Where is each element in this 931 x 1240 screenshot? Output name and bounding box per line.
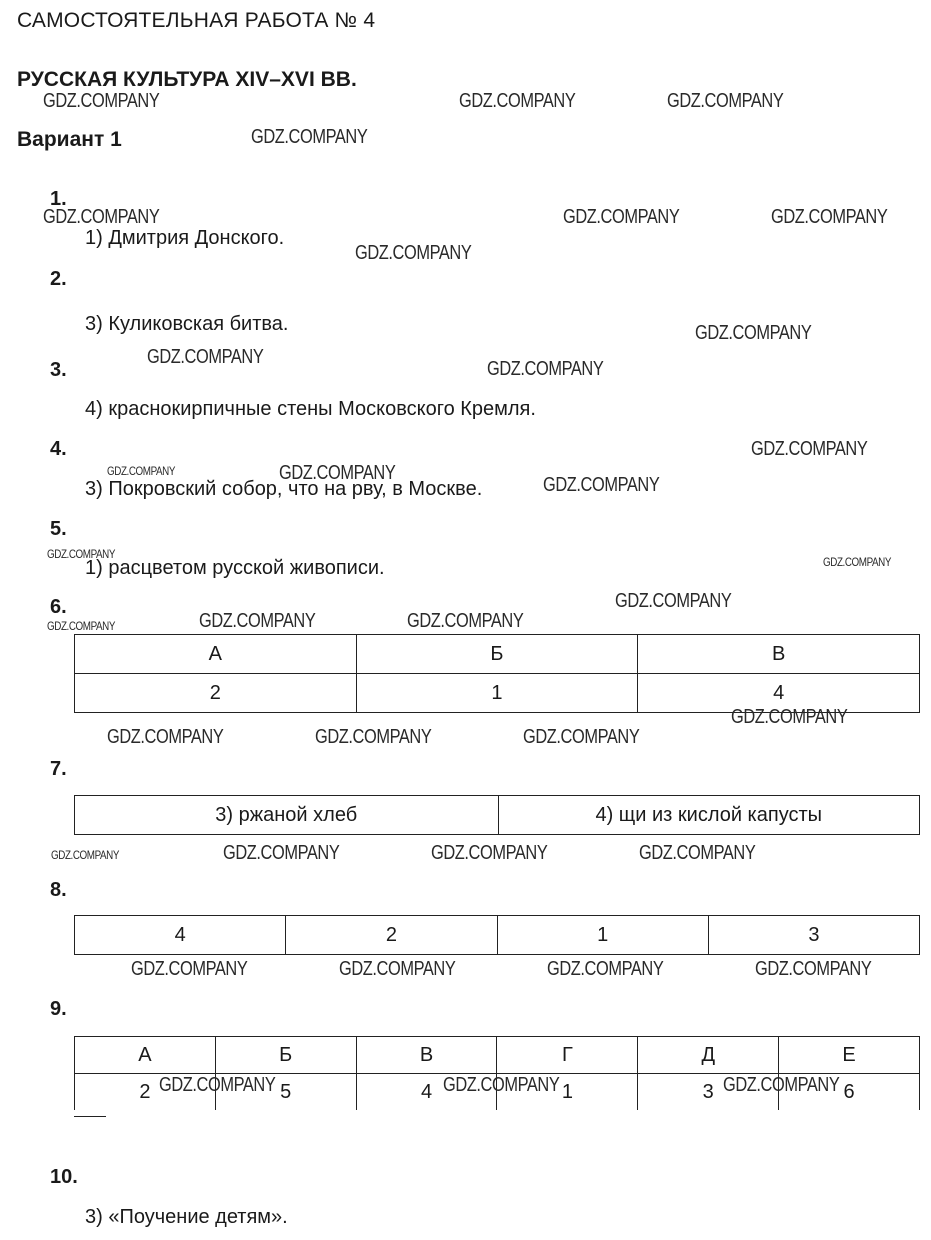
- watermark: GDZ.COMPANY: [107, 726, 224, 748]
- watermark: GDZ.COMPANY: [47, 619, 116, 633]
- watermark: GDZ.COMPANY: [459, 90, 576, 112]
- table-header-cell: Б: [356, 635, 638, 674]
- watermark: GDZ.COMPANY: [755, 958, 872, 980]
- watermark: GDZ.COMPANY: [199, 610, 316, 632]
- table-header-cell: Б: [215, 1037, 356, 1074]
- answer-text: 3) «Поучение детям».: [85, 1206, 288, 1228]
- watermark: GDZ.COMPANY: [543, 474, 660, 496]
- watermark: GDZ.COMPANY: [771, 206, 888, 228]
- watermark: GDZ.COMPANY: [823, 555, 892, 569]
- table-value-cell: 1: [356, 674, 638, 713]
- table-border-fragment: [74, 1116, 106, 1117]
- watermark: GDZ.COMPANY: [43, 206, 160, 228]
- watermark: GDZ.COMPANY: [695, 322, 812, 344]
- answer-text: 3) Покровский собор, что на рву, в Москве.: [85, 478, 483, 500]
- watermark: GDZ.COMPANY: [315, 726, 432, 748]
- question-number: 1.: [50, 188, 67, 210]
- table-value-cell: 1: [497, 916, 708, 955]
- answer-table-7: [74, 795, 920, 835]
- table-header-cell: Г: [497, 1037, 638, 1074]
- watermark: GDZ.COMPANY: [431, 842, 548, 864]
- table-value-cell: 6: [779, 1074, 920, 1111]
- question-number: 10.: [50, 1166, 78, 1188]
- answer-text: 1) расцветом русской живописи.: [85, 557, 385, 579]
- watermark: GDZ.COMPANY: [639, 842, 756, 864]
- watermark: GDZ.COMPANY: [43, 90, 160, 112]
- watermark: GDZ.COMPANY: [723, 1074, 840, 1096]
- table-value-cell: 5: [215, 1074, 356, 1111]
- table-header-cell: Д: [638, 1037, 779, 1074]
- watermark: GDZ.COMPANY: [547, 958, 664, 980]
- table-header-cell: В: [638, 635, 920, 674]
- table-value-cell: 4: [75, 916, 286, 955]
- question-number: 4.: [50, 438, 67, 460]
- watermark: GDZ.COMPANY: [107, 464, 176, 478]
- watermark: GDZ.COMPANY: [615, 590, 732, 612]
- question-number: 7.: [50, 758, 67, 780]
- watermark: GDZ.COMPANY: [487, 358, 604, 380]
- table-value-cell: 3: [708, 916, 919, 955]
- question-number: 2.: [50, 268, 67, 290]
- watermark: GDZ.COMPANY: [355, 242, 472, 264]
- question-number: 9.: [50, 998, 67, 1020]
- watermark: GDZ.COMPANY: [51, 848, 120, 862]
- answer-table-6: [74, 634, 920, 713]
- watermark: GDZ.COMPANY: [251, 126, 368, 148]
- question-number: 3.: [50, 359, 67, 381]
- watermark: GDZ.COMPANY: [563, 206, 680, 228]
- table-header-cell: А: [75, 635, 357, 674]
- watermark: GDZ.COMPANY: [731, 706, 848, 728]
- answer-text: 4) краснокирпичные стены Московского Кремля.: [85, 398, 536, 420]
- table-value-cell: 2: [75, 1074, 216, 1111]
- watermark: GDZ.COMPANY: [47, 547, 116, 561]
- watermark: GDZ.COMPANY: [223, 842, 340, 864]
- answer-table-8: [74, 915, 920, 955]
- table-value-cell: 1: [497, 1074, 638, 1111]
- watermark: GDZ.COMPANY: [667, 90, 784, 112]
- question-number: 5.: [50, 518, 67, 540]
- watermark: GDZ.COMPANY: [407, 610, 524, 632]
- answer-text: 1) Дмитрия Донского.: [85, 227, 285, 249]
- question-number: 8.: [50, 879, 67, 901]
- table-value-cell: 4: [638, 674, 920, 713]
- watermark: GDZ.COMPANY: [279, 462, 396, 484]
- table-value-cell: 4) щи из кислой капусты: [498, 796, 920, 835]
- variant-heading: Вариант 1: [17, 128, 122, 151]
- table-value-cell: 4: [356, 1074, 497, 1111]
- topic-heading: РУССКАЯ КУЛЬТУРА XIV–XVI ВВ.: [17, 68, 357, 91]
- watermark: GDZ.COMPANY: [443, 1074, 560, 1096]
- question-number: 6.: [50, 596, 67, 618]
- watermark: GDZ.COMPANY: [131, 958, 248, 980]
- answer-text: 3) Куликовская битва.: [85, 313, 289, 335]
- answer-table-9: [74, 1036, 920, 1110]
- table-value-cell: 2: [286, 916, 497, 955]
- table-header-cell: В: [356, 1037, 497, 1074]
- watermark: GDZ.COMPANY: [159, 1074, 276, 1096]
- watermark: GDZ.COMPANY: [523, 726, 640, 748]
- watermark: GDZ.COMPANY: [147, 346, 264, 368]
- table-value-cell: 3: [638, 1074, 779, 1111]
- table-header-cell: Е: [779, 1037, 920, 1074]
- table-value-cell: 3) ржаной хлеб: [75, 796, 499, 835]
- work-title: САМОСТОЯТЕЛЬНАЯ РАБОТА № 4: [17, 9, 376, 32]
- watermark: GDZ.COMPANY: [339, 958, 456, 980]
- table-header-cell: А: [75, 1037, 216, 1074]
- watermark: GDZ.COMPANY: [751, 438, 868, 460]
- table-value-cell: 2: [75, 674, 357, 713]
